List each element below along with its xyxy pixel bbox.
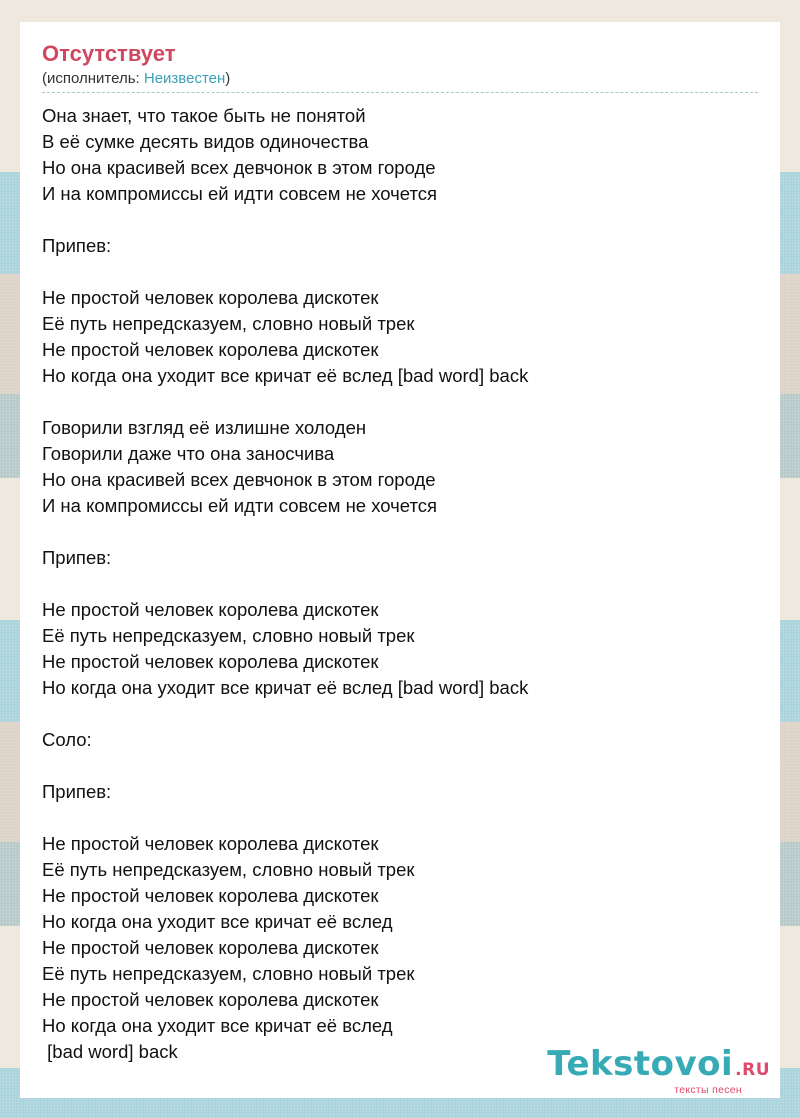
lyric-line: Она знает, что такое быть не понятой — [42, 105, 366, 126]
lyric-line: Её путь непредсказуем, словно новый трек — [42, 313, 415, 334]
brand-tagline: тексты песен — [674, 1084, 742, 1096]
lyric-line: И на компромиссы ей идти совсем не хочется — [42, 495, 437, 516]
lyric-line: Её путь непредсказуем, словно новый трек — [42, 859, 415, 880]
brand-logo[interactable] — [547, 1046, 770, 1096]
lyric-line: Припев: — [42, 547, 112, 568]
lyrics-card — [20, 22, 780, 1098]
brand-name: Tekstovoi — [547, 1044, 734, 1084]
lyric-line — [42, 701, 758, 727]
lyric-line — [42, 389, 758, 415]
lyric-line: Не простой человек королева дискотек — [42, 339, 379, 360]
lyric-line: Но когда она уходит все кричат её вслед — [42, 911, 393, 932]
lyric-line: Её путь непредсказуем, словно новый трек — [42, 963, 415, 984]
lyric-line — [42, 805, 758, 831]
brand-tld: .RU — [735, 1060, 770, 1080]
lyric-line: В её сумке десять видов одиночества — [42, 131, 369, 152]
brand-wordmark — [547, 1046, 770, 1088]
lyric-line: Не простой человек королева дискотек — [42, 599, 379, 620]
lyric-line: Не простой человек королева дискотек — [42, 885, 379, 906]
lyric-line — [42, 207, 758, 233]
lyric-line: Не простой человек королева дискотек — [42, 651, 379, 672]
lyric-line: Припев: — [42, 235, 112, 256]
lyric-line: Но она красивей всех девчонок в этом городе — [42, 469, 436, 490]
lyric-line: Её путь непредсказуем, словно новый трек — [42, 625, 415, 646]
lyric-line: Соло: — [42, 729, 92, 750]
artist-suffix: ) — [225, 70, 231, 87]
lyric-line: Говорили взгляд её излишне холоден — [42, 417, 367, 438]
lyric-line: Не простой человек королева дискотек — [42, 833, 379, 854]
lyric-line: И на компромиссы ей идти совсем не хочется — [42, 183, 437, 204]
lyric-line: Но когда она уходит все кричат её вслед [bad word] back — [42, 677, 529, 698]
lyric-line — [42, 519, 758, 545]
lyric-line: Но когда она уходит все кричат её вслед — [42, 1015, 393, 1036]
lyrics-text — [42, 103, 758, 1065]
lyric-line: Не простой человек королева дискотек — [42, 989, 379, 1010]
song-title: Отсутствует — [42, 41, 176, 66]
lyric-line — [42, 571, 758, 597]
lyric-line: Не простой человек королева дискотек — [42, 937, 379, 958]
lyric-line: Не простой человек королева дискотек — [42, 287, 379, 308]
artist-prefix: (исполнитель: — [42, 70, 144, 87]
lyric-line: Говорили даже что она заносчива — [42, 443, 335, 464]
lyric-line: Припев: — [42, 781, 112, 802]
lyric-line: Но она красивей всех девчонок в этом городе — [42, 157, 436, 178]
lyric-line — [42, 753, 758, 779]
lyric-line — [42, 259, 758, 285]
title-divider — [42, 92, 758, 93]
artist-link[interactable]: Неизвестен — [143, 70, 226, 87]
lyric-line: [bad word] back — [42, 1041, 178, 1062]
song-meta — [42, 69, 758, 89]
lyric-line: Но когда она уходит все кричат её вслед [bad word] back — [42, 365, 529, 386]
